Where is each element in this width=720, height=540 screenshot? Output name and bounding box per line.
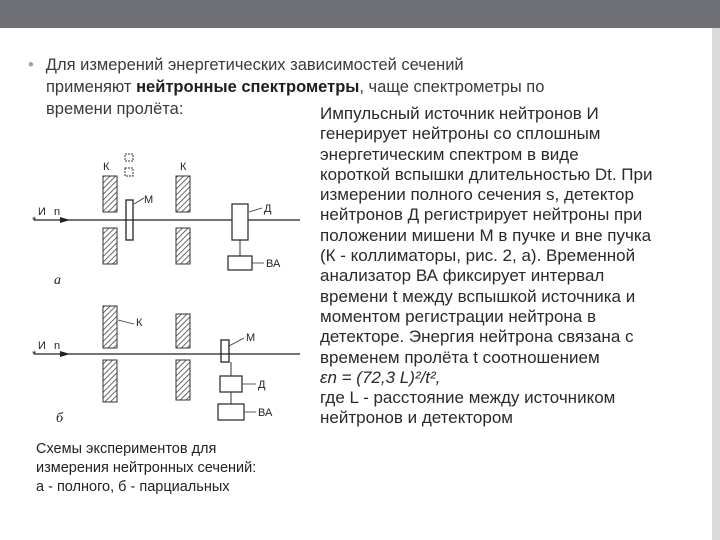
- body-line: моментом регистрации нейтрона в: [320, 306, 597, 326]
- source-star: *: [32, 215, 37, 227]
- bullet-line-2-pre: применяют: [46, 78, 137, 96]
- label-analyzer: ВА: [258, 407, 273, 419]
- body-line: положении мишени М в пучке и вне пучка: [320, 225, 652, 245]
- title-bar: [0, 0, 720, 28]
- formula-line: εn = (72,3 L)²/t²,: [320, 367, 441, 387]
- bullet-line-1: Для измерений энергетических зависимостей сечений: [45, 56, 464, 74]
- target-m: [221, 340, 229, 362]
- target-out-position: [125, 168, 133, 176]
- bullet-bold-term: нейтронные спектрометры: [136, 78, 360, 96]
- body-line: генерирует нейтроны со сплошным: [320, 124, 601, 144]
- body-line: временем пролёта t соотношением: [320, 347, 600, 367]
- collimator-leader: [118, 320, 134, 324]
- body-line: детекторе. Энергия нейтрона связана с: [320, 327, 634, 347]
- figure-caption: [36, 440, 326, 497]
- bullet-line-2-post: , чаще спектрометры по: [359, 78, 545, 96]
- right-edge-strip: [712, 28, 720, 540]
- diagram-a: [32, 154, 300, 288]
- label-target: М: [246, 332, 256, 344]
- collimator-block: [103, 360, 117, 402]
- label-collimator-2: К: [180, 161, 187, 173]
- collimator-block: [103, 228, 117, 264]
- body-line: короткой вспышки длительностью Dt. При: [320, 164, 653, 184]
- label-scheme-a: а: [54, 273, 61, 288]
- label-detector: Д: [264, 203, 272, 215]
- diagram-b: [32, 306, 300, 426]
- target-leader: [134, 198, 144, 204]
- target-out-position: [125, 154, 133, 161]
- beam-arrow: [60, 217, 70, 223]
- body-line: анализатор ВА фиксирует интервал: [320, 266, 605, 286]
- body-line: Импульсный источник нейтронов И: [320, 104, 599, 123]
- collimator-block: [176, 314, 190, 348]
- caption-line-3: а - полного, б - парциальных: [36, 479, 230, 495]
- analyzer-box: [218, 404, 244, 420]
- body-line: нейтронов и детектором: [320, 408, 513, 428]
- collimator-block: [103, 306, 117, 348]
- caption-line-1: Схемы экспериментов для: [36, 441, 217, 457]
- label-scheme-b: б: [56, 411, 64, 426]
- beam-arrow: [60, 351, 70, 357]
- label-collimator-1: К: [103, 161, 110, 173]
- detector-leader: [249, 208, 262, 212]
- body-line: измерении полного сечения s, детектор: [320, 185, 634, 205]
- target-leader: [229, 338, 244, 346]
- collimator-block: [176, 228, 190, 264]
- body-line: нейтронов Д регистрирует нейтроны при: [320, 205, 643, 225]
- body-line: времени t между вспышкой источника и: [320, 286, 636, 306]
- body-line: (К - коллиматоры, рис. 2, а). Временной: [320, 246, 636, 266]
- bullet-line-3: времени пролёта:: [46, 100, 184, 118]
- bullet-dot: •: [28, 56, 34, 74]
- detector-box: [232, 204, 248, 240]
- caption-line-2: измерения нейтронных сечений:: [36, 460, 257, 476]
- label-collimator-1: К: [136, 317, 143, 329]
- label-analyzer: ВА: [266, 258, 281, 270]
- label-source: И: [38, 206, 46, 218]
- label-neutron: n: [54, 206, 61, 218]
- collimator-block: [176, 176, 190, 212]
- body-line: где L - расстояние между источником: [320, 388, 616, 408]
- label-detector: Д: [258, 379, 266, 391]
- source-star: *: [32, 349, 37, 361]
- experiment-schematic: [30, 148, 310, 438]
- analyzer-box: [228, 256, 252, 270]
- detector-box: [220, 376, 242, 392]
- collimator-block: [176, 360, 190, 400]
- collimator-block: [103, 176, 117, 212]
- label-source: И: [38, 340, 46, 352]
- label-target: М: [144, 194, 154, 206]
- body-line: энергетическим спектром в виде: [320, 144, 579, 164]
- description-text: [320, 104, 712, 429]
- label-neutron: n: [54, 340, 61, 352]
